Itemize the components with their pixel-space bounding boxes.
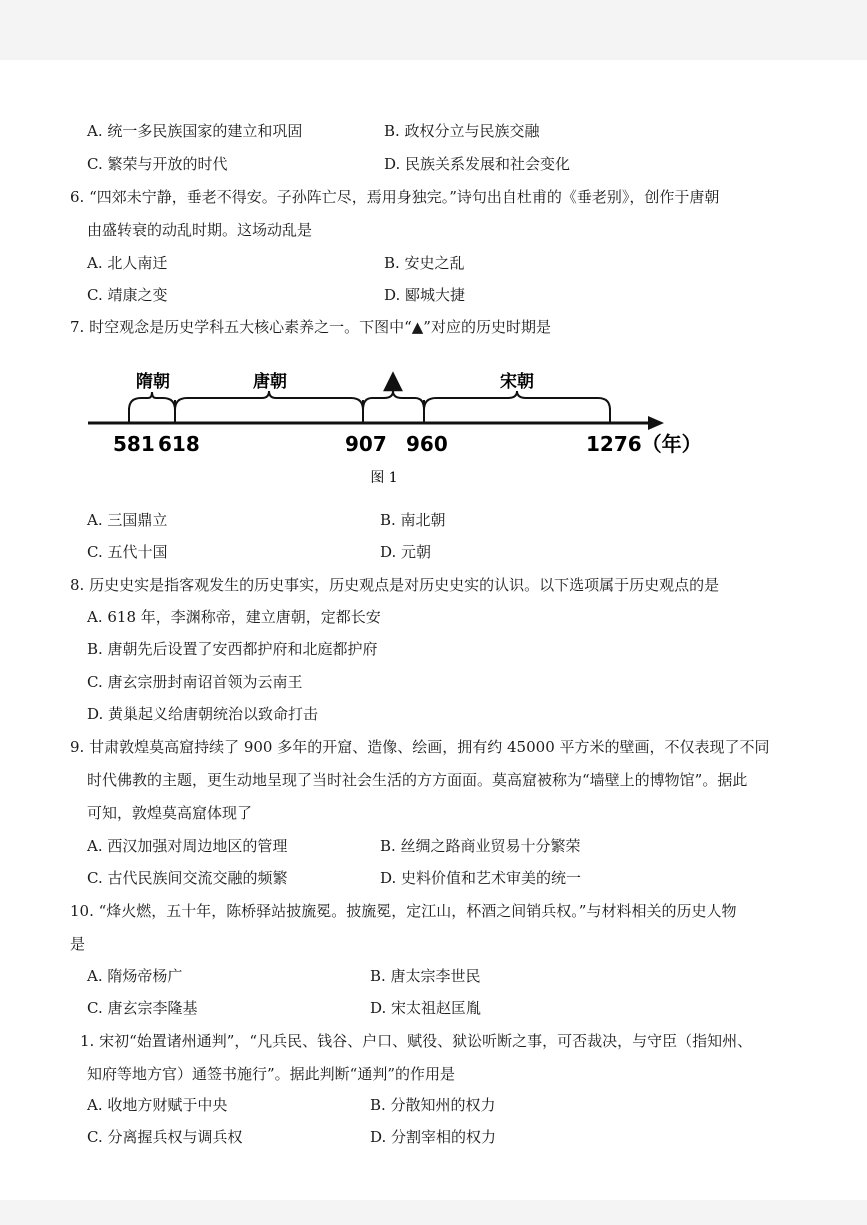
timeline-figure	[0, 0, 867, 500]
timeline-arrow	[648, 416, 664, 430]
song-brace	[424, 391, 610, 410]
label-sui: 隋朝	[136, 372, 170, 392]
q9-option-d: D. 史料价值和艺术审美的统一	[380, 869, 582, 887]
q6-option-c: C. 靖康之变	[87, 286, 168, 304]
q10-option-c: C. 唐玄宗李隆基	[87, 999, 198, 1017]
q10-stem-line1: 10. “烽火燃，五十年，陈桥驿站披旒冕。披旒冕，定江山，杯酒之间销兵权。”与材料相关的历史人物	[70, 902, 737, 920]
label-song: 宋朝	[500, 372, 534, 392]
q11-option-c: C. 分离握兵权与调兵权	[87, 1128, 243, 1146]
q5-option-c: C. 繁荣与开放的时代	[87, 155, 228, 173]
q7-option-d: D. 元朝	[380, 543, 432, 561]
q6-stem-line1: 6. “四郊未宁静，垂老不得安。子孙阵亡尽，焉用身独完。”诗句出自杜甫的《垂老别》，创作于唐朝	[70, 188, 720, 206]
q9-option-b: B. 丝绸之路商业贸易十分繁荣	[380, 837, 581, 855]
figure-caption: 图 1	[370, 470, 398, 486]
q10-option-b: B. 唐太宗李世民	[370, 967, 481, 985]
q6-option-a: A. 北人南迁	[87, 254, 168, 272]
q9-option-c: C. 古代民族间交流交融的频繁	[87, 869, 288, 887]
q8-option-c: C. 唐玄宗册封南诏首领为云南王	[87, 673, 303, 691]
q8-option-d: D. 黄巢起义给唐朝统治以致命打击	[87, 705, 319, 723]
q7-stem: 7. 时空观念是历史学科五大核心素养之一。下图中“▲”对应的历史时期是	[70, 318, 551, 336]
q10-option-a: A. 隋炀帝杨广	[87, 967, 183, 985]
q11-stem-line1: 1. 宋初“始置诸州通判”，“凡兵民、钱谷、户口、赋役、狱讼听断之事，可否裁决，与守臣（指知州、	[80, 1032, 753, 1050]
year-1276: 1276（年）	[586, 432, 702, 456]
q6-option-d: D. 郾城大捷	[384, 286, 466, 304]
q10-option-d: D. 宋太祖赵匡胤	[370, 999, 482, 1017]
year-581: 581	[113, 432, 155, 456]
q5-option-b: B. 政权分立与民族交融	[384, 122, 540, 140]
label-tang: 唐朝	[253, 372, 287, 392]
q9-option-a: A. 西汉加强对周边地区的管理	[87, 837, 288, 855]
q11-option-a: A. 收地方财赋于中央	[87, 1096, 228, 1114]
q11-option-d: D. 分割宰相的权力	[370, 1128, 497, 1146]
q5-option-a: A. 统一多民族国家的建立和巩固	[87, 122, 303, 140]
q8-stem: 8. 历史史实是指客观发生的历史事实，历史观点是对历史史实的认识。以下选项属于历史观点的是	[70, 576, 720, 594]
q9-stem-line2: 时代佛教的主题，更生动地呈现了当时社会生活的方方面面。莫高窟被称为“墙壁上的博物馆”。据此	[87, 771, 748, 789]
triangle-marker-icon: ▲	[383, 365, 403, 395]
tang-brace	[175, 391, 363, 410]
q6-option-b: B. 安史之乱	[384, 254, 465, 272]
q8-option-b: B. 唐朝先后设置了安西都护府和北庭都护府	[87, 640, 378, 658]
q8-option-a: A. 618 年，李渊称帝，建立唐朝，定都长安	[87, 608, 381, 626]
year-960: 960	[406, 432, 448, 456]
q11-stem-line2: 知府等地方官）通签书施行”。据此判断“通判”的作用是	[87, 1065, 456, 1083]
q7-option-a: A. 三国鼎立	[87, 511, 168, 529]
q6-stem-line2: 由盛转衰的动乱时期。这场动乱是	[87, 221, 313, 239]
sui-brace	[129, 392, 175, 410]
q10-stem-line2: 是	[70, 935, 86, 953]
q9-stem-line1: 9. 甘肃敦煌莫高窟持续了 900 多年的开窟、造像、绘画，拥有约 45000 平方米的壁画，不仅表现了不同	[70, 738, 770, 756]
year-618: 618	[158, 432, 200, 456]
q9-stem-line3: 可知，敦煌莫高窟体现了	[87, 804, 253, 822]
q11-option-b: B. 分散知州的权力	[370, 1096, 496, 1114]
year-907: 907	[345, 432, 387, 456]
q7-option-b: B. 南北朝	[380, 511, 446, 529]
q7-option-c: C. 五代十国	[87, 543, 168, 561]
q5-option-d: D. 民族关系发展和社会变化	[384, 155, 571, 173]
